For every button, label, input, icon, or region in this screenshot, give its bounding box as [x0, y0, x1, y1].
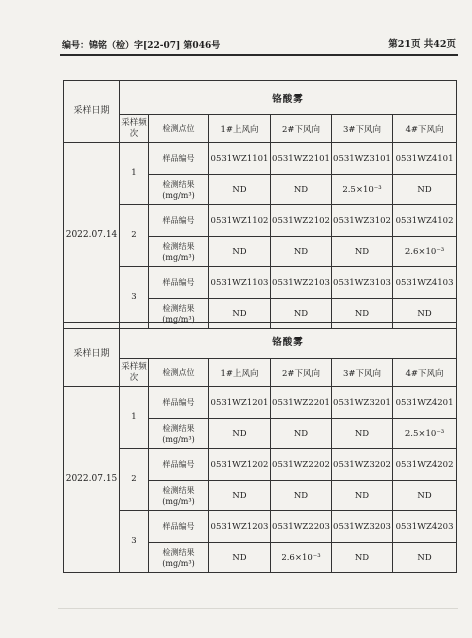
pollutant-title: 铬酸雾: [120, 323, 457, 359]
sampling-frequency: 3: [120, 511, 149, 573]
sample-number: 0531WZ1203: [209, 511, 271, 543]
result-value: ND: [209, 419, 271, 449]
date-label-cell: 采样日期: [64, 81, 120, 143]
result-label: 检测结果: [162, 241, 195, 251]
sample-number: 0531WZ4102: [393, 205, 457, 237]
sample-number-label: 样品编号: [149, 143, 209, 175]
sample-number: 0531WZ4101: [393, 143, 457, 175]
result-label-cell: [149, 237, 209, 267]
result-value: 2.6×10⁻³: [393, 237, 457, 267]
result-value: ND: [209, 175, 271, 205]
result-unit: (mg/m³): [162, 252, 195, 262]
sample-number: 0531WZ3201: [332, 387, 393, 419]
result-value: ND: [393, 481, 457, 511]
point-header: 4#下风向: [393, 115, 457, 143]
sample-number-label: 样品编号: [149, 205, 209, 237]
point-header: 3#下风向: [332, 359, 393, 387]
result-label-cell: [149, 481, 209, 511]
result-value: ND: [393, 299, 457, 329]
sample-number: 0531WZ2201: [271, 387, 332, 419]
point-label: 检测点位: [149, 359, 209, 387]
freq-label: 采样频次: [120, 115, 149, 143]
result-label-cell: [149, 419, 209, 449]
result-value: ND: [271, 237, 332, 267]
sample-number: 0531WZ3202: [332, 449, 393, 481]
result-value: ND: [209, 481, 271, 511]
result-unit: (mg/m³): [162, 434, 195, 444]
point-header: 2#下风向: [271, 115, 332, 143]
sampling-frequency: 2: [120, 205, 149, 267]
result-label: 检测结果: [162, 485, 195, 495]
result-value: ND: [271, 175, 332, 205]
results-table-day1: [63, 80, 457, 329]
sample-number: 0531WZ2103: [271, 267, 332, 299]
sample-number: 0531WZ3103: [332, 267, 393, 299]
result-value: 2.6×10⁻³: [271, 543, 332, 573]
result-value: ND: [271, 299, 332, 329]
result-label-cell: [149, 543, 209, 573]
header-rule: [60, 54, 458, 56]
result-value: ND: [209, 299, 271, 329]
sample-number: 0531WZ3101: [332, 143, 393, 175]
sample-number: 0531WZ2101: [271, 143, 332, 175]
result-unit: (mg/m³): [162, 314, 195, 324]
page-number: 第21页 共42页: [388, 39, 456, 50]
result-value: ND: [393, 175, 457, 205]
point-header: 1#上风向: [209, 115, 271, 143]
result-label: 检测结果: [162, 423, 195, 433]
result-value: ND: [332, 481, 393, 511]
point-header: 3#下风向: [332, 115, 393, 143]
sample-number: 0531WZ1201: [209, 387, 271, 419]
result-value: ND: [332, 237, 393, 267]
sample-number: 0531WZ3102: [332, 205, 393, 237]
sample-number: 0531WZ4201: [393, 387, 457, 419]
sample-number-label: 样品编号: [149, 267, 209, 299]
result-label-cell: [149, 175, 209, 205]
sample-number: 0531WZ3203: [332, 511, 393, 543]
sample-number-label: 样品编号: [149, 511, 209, 543]
result-value: ND: [393, 543, 457, 573]
sampling-frequency: 2: [120, 449, 149, 511]
result-label: 检测结果: [162, 303, 195, 313]
result-label: 检测结果: [162, 547, 195, 557]
result-value: ND: [332, 299, 393, 329]
sample-number: 0531WZ1102: [209, 205, 271, 237]
sample-number: 0531WZ4103: [393, 267, 457, 299]
result-unit: (mg/m³): [162, 496, 195, 506]
result-value: ND: [271, 419, 332, 449]
sample-number: 0531WZ1103: [209, 267, 271, 299]
sample-number: 0531WZ4202: [393, 449, 457, 481]
point-header: 4#下风向: [393, 359, 457, 387]
result-value: ND: [332, 543, 393, 573]
result-unit: (mg/m³): [162, 190, 195, 200]
sampling-frequency: 1: [120, 387, 149, 449]
result-label: 检测结果: [162, 179, 195, 189]
sampling-frequency: 1: [120, 143, 149, 205]
result-value: 2.5×10⁻³: [332, 175, 393, 205]
results-table-day2: [63, 322, 457, 573]
result-unit: (mg/m³): [162, 558, 195, 568]
page-header: [62, 36, 456, 52]
sample-number: 0531WZ2202: [271, 449, 332, 481]
point-header: 1#上风向: [209, 359, 271, 387]
sampling-date: 2022.07.14: [64, 143, 120, 329]
result-value: ND: [209, 237, 271, 267]
pollutant-title: 铬酸雾: [120, 81, 457, 115]
report-number: 编号：锦铭（检）字[22-07] 第046号: [62, 41, 221, 51]
point-header: 2#下风向: [271, 359, 332, 387]
sample-number: 0531WZ2203: [271, 511, 332, 543]
sample-number-label: 样品编号: [149, 449, 209, 481]
point-label: 检测点位: [149, 115, 209, 143]
result-value: 2.5×10⁻³: [393, 419, 457, 449]
sampling-frequency: 3: [120, 267, 149, 329]
sampling-date: 2022.07.15: [64, 387, 120, 573]
result-value: ND: [271, 481, 332, 511]
sample-number: 0531WZ4203: [393, 511, 457, 543]
result-value: ND: [332, 419, 393, 449]
page-bottom-edge: [58, 608, 458, 609]
sample-number: 0531WZ2102: [271, 205, 332, 237]
sample-number-label: 样品编号: [149, 387, 209, 419]
date-label-cell: 采样日期: [64, 323, 120, 387]
sample-number: 0531WZ1101: [209, 143, 271, 175]
sample-number: 0531WZ1202: [209, 449, 271, 481]
result-value: ND: [209, 543, 271, 573]
freq-label: 采样频次: [120, 359, 149, 387]
